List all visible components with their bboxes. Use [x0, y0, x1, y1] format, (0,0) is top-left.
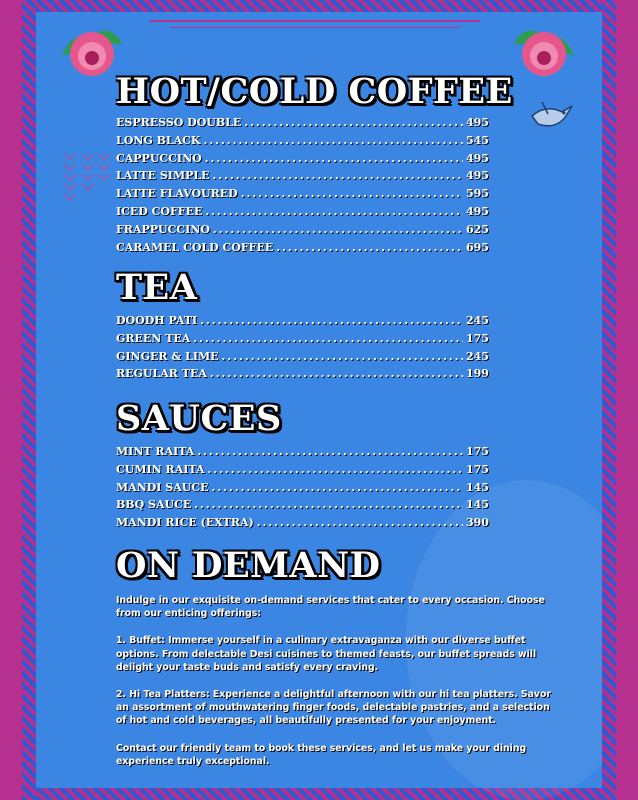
menu-item: LATTE FLAVOURED ..... 595 [116, 187, 488, 205]
bird-icon [528, 98, 574, 134]
menu-item: MINT RAITA ..... 175 [116, 445, 488, 463]
description-paragraph: 1. Buffet: Immerse yourself in a culinary extravaganza with our diverse buffet options. From delectable Desi cuisines to themed feasts, our buffet spreads will delight your taste buds and satisfy every craving. [116, 635, 537, 673]
menu-item: FRAPPUCCINO ..... 625 [116, 223, 488, 241]
top-border [36, 0, 602, 12]
arrow-pattern-icon [62, 150, 112, 212]
on-demand-description [116, 594, 552, 782]
section-title-on-demand: ON DEMAND [116, 545, 381, 586]
description-paragraph: Contact our friendly team to book these services, and let us make your dining experience truly exceptional. [116, 742, 527, 767]
menu-item: BBQ SAUCE ..... 145 [116, 498, 488, 516]
tea-list [116, 314, 488, 385]
decorative-line [150, 20, 480, 22]
description-paragraph: Indulge in our exquisite on-demand services that cater to every occasion. Choose from our enticing offerings: [116, 595, 545, 620]
section-title-tea: TEA [116, 267, 198, 308]
menu-item: CARAMEL COLD COFFEE ..... 695 [116, 241, 488, 259]
coffee-list [116, 116, 488, 258]
menu-item: GINGER & LIME ..... 245 [116, 350, 488, 368]
menu-item: MANDI RICE (EXTRA) ..... 390 [116, 516, 488, 534]
menu-item: CAPPUCCINO ..... 495 [116, 152, 488, 170]
menu-item: ICED COFFEE ..... 495 [116, 205, 488, 223]
menu-item: DOODH PATI ..... 245 [116, 314, 488, 332]
flower-icon [510, 16, 578, 84]
menu-item: LONG BLACK ..... 545 [116, 134, 488, 152]
section-title-coffee: HOT/COLD COFFEE [116, 71, 513, 112]
sauces-list [116, 445, 488, 534]
section-title-sauces: SAUCES [116, 398, 282, 439]
decorative-line [170, 27, 460, 28]
description-paragraph: 2. Hi Tea Platters: Experience a delightful afternoon with our hi tea platters. Savor an assortment of mouthwatering finger foods, delectable pastries, and a selection of hot and cold beverages, all beautifully presented for your enjoyment. [116, 689, 551, 727]
right-border [602, 0, 616, 800]
menu-item: MANDI SAUCE ..... 145 [116, 481, 488, 499]
menu-item: GREEN TEA ..... 175 [116, 332, 488, 350]
menu-item: LATTE SIMPLE ..... 495 [116, 169, 488, 187]
menu-item: CUMIN RAITA ..... 175 [116, 463, 488, 481]
menu-item: REGULAR TEA ..... 199 [116, 367, 488, 385]
menu-item: ESPRESSO DOUBLE ..... 495 [116, 116, 488, 134]
left-border [22, 0, 36, 800]
